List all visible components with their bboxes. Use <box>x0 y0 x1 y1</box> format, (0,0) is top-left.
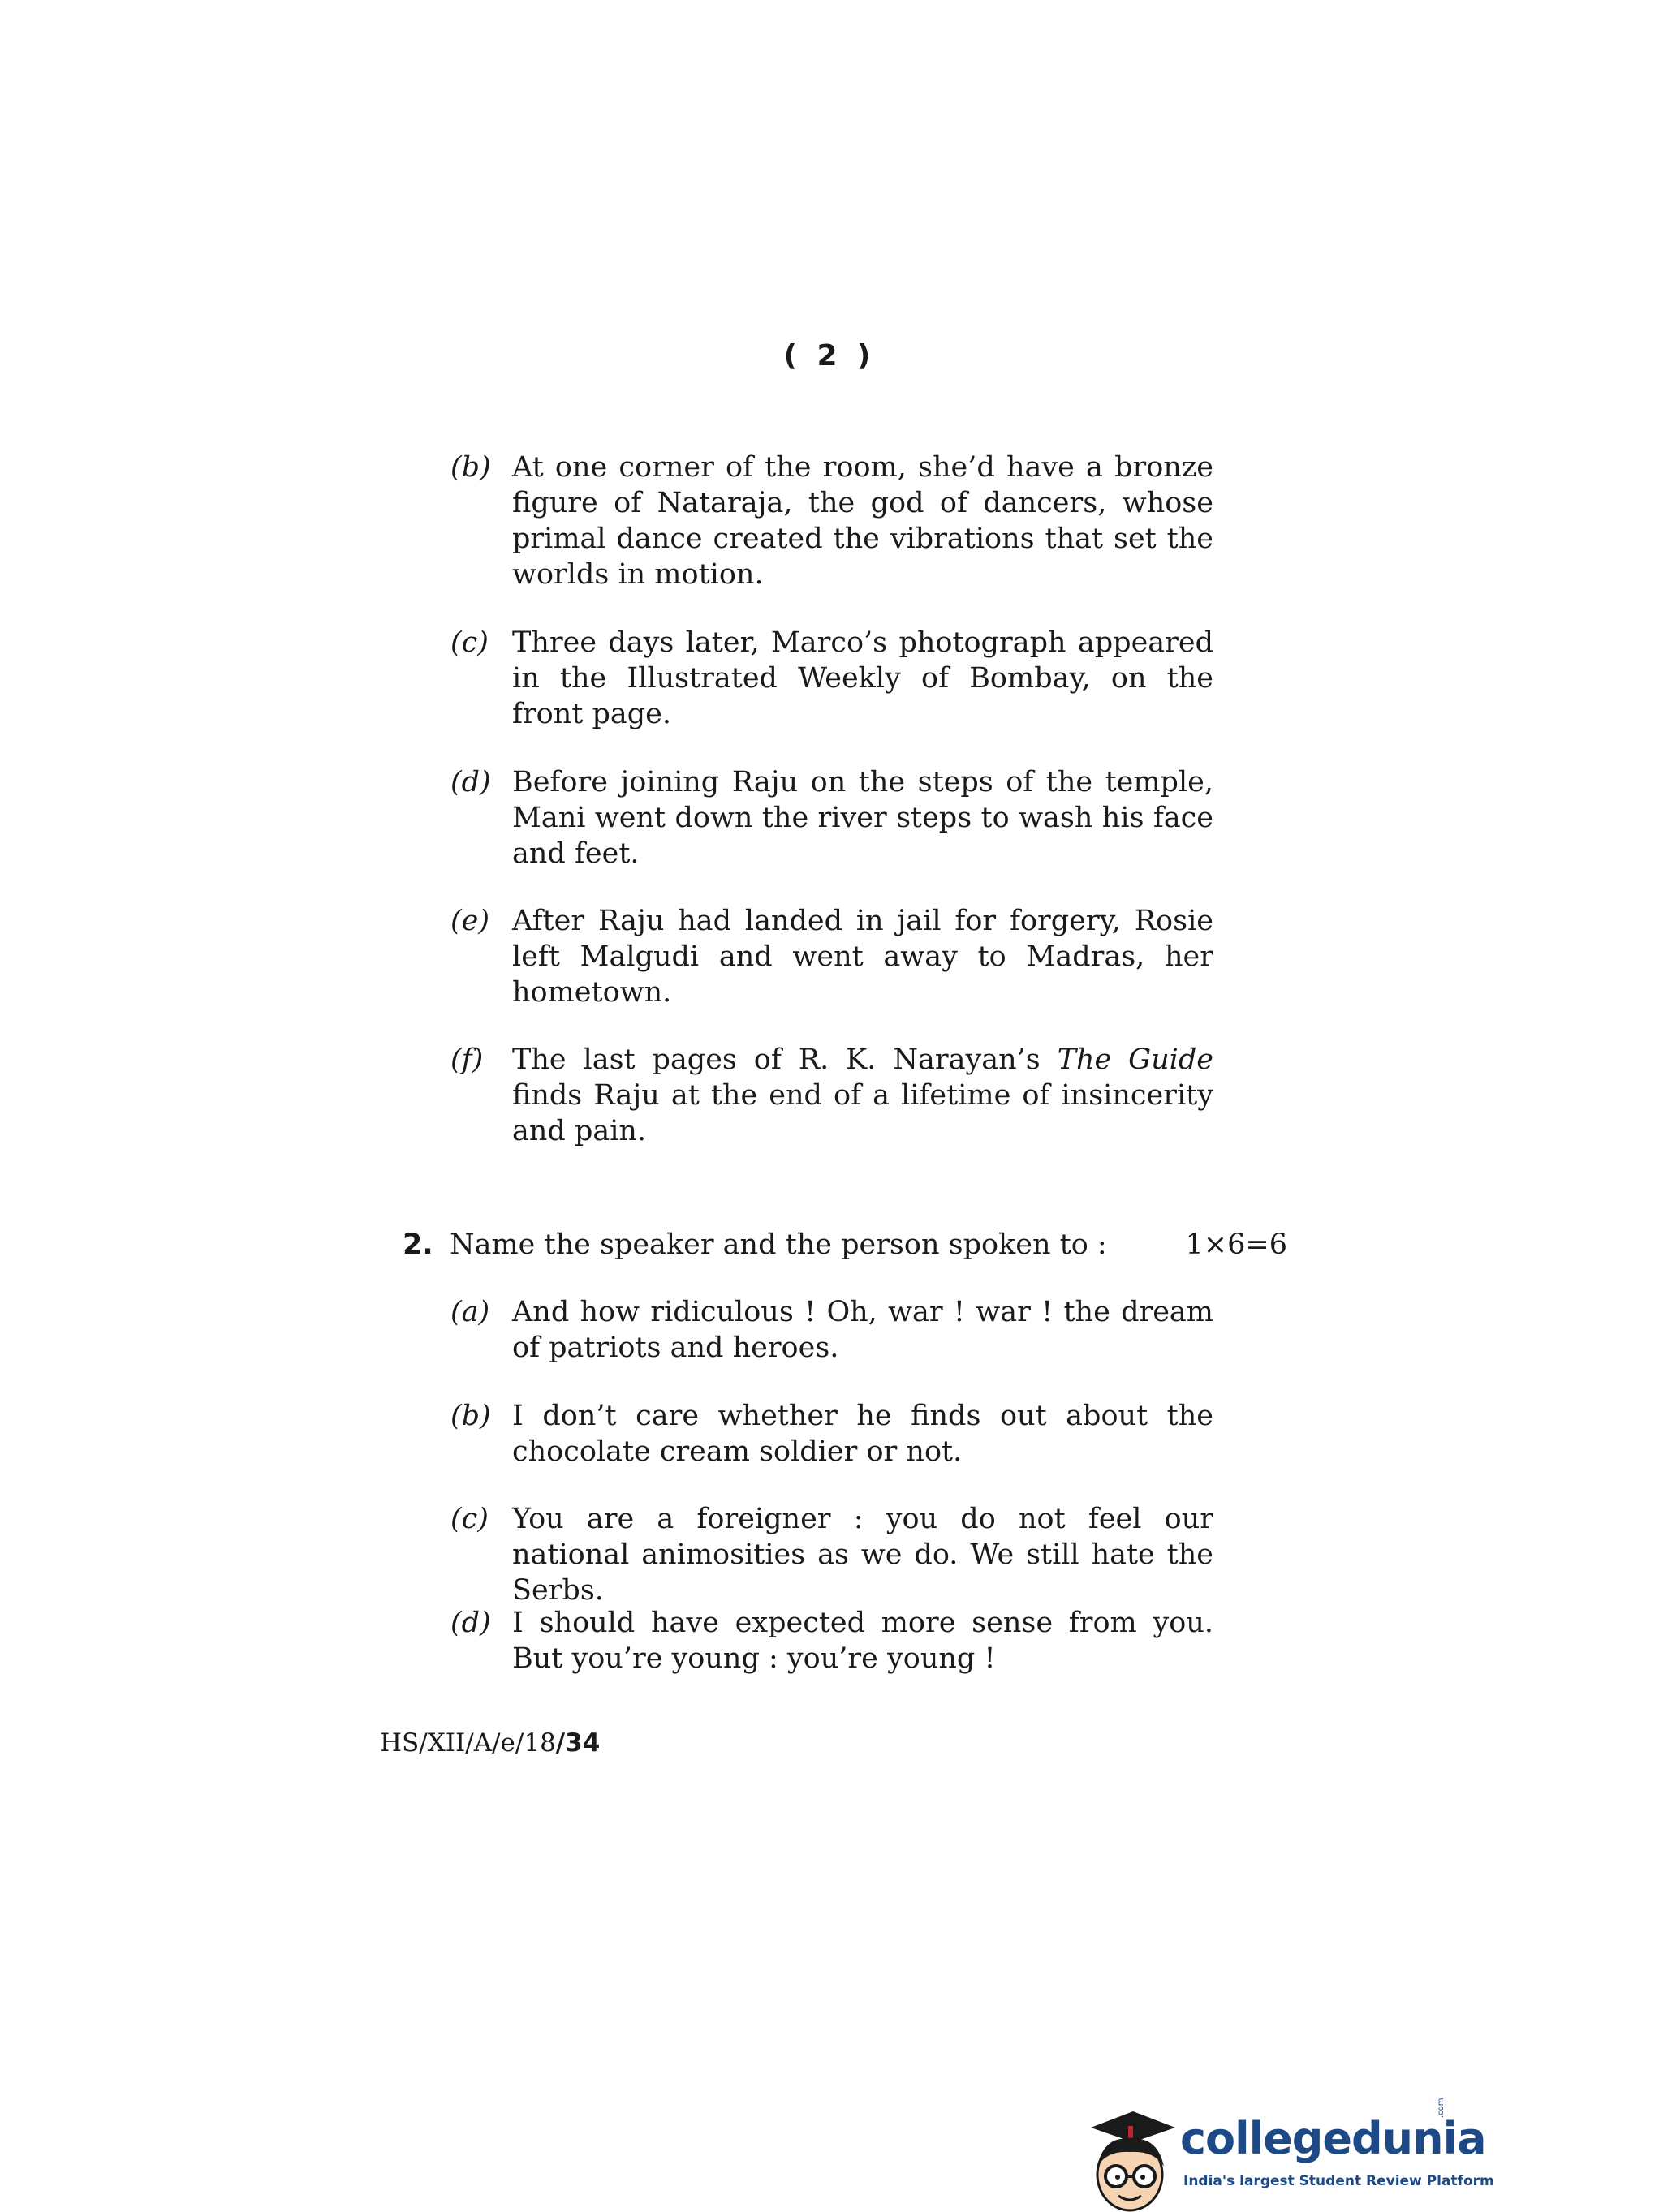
item-text: I don’t care whether he finds out about the chocolate cream soldier or not. <box>512 1400 1213 1468</box>
question-number: 2. <box>403 1229 433 1261</box>
item-text: Three days later, Marco’s photograph appeared in the Illustrated Weekly of Bombay, on the front page. <box>512 626 1213 730</box>
page-number: ( 2 ) <box>783 339 876 372</box>
list-item <box>450 1042 1213 1149</box>
item-text-after: finds Raju at the end of a lifetime of insincerity and pain. <box>512 1079 1213 1147</box>
item-text-before: The last pages of R. K. Narayan’s <box>512 1044 1058 1076</box>
paper-code-number: /34 <box>555 1728 601 1758</box>
item-text <box>512 1042 1213 1149</box>
item-text: After Raju had landed in jail for forgery, Rosie left Malgudi and went away to Madras, her hometown. <box>512 905 1213 1009</box>
collegedunia-logo <box>1079 2094 1494 2212</box>
item-label: (e) <box>450 905 490 937</box>
question-heading <box>403 1227 1287 1263</box>
item-label: (b) <box>450 451 491 484</box>
list-item <box>450 625 1213 732</box>
list-item <box>450 450 1213 592</box>
list-item <box>450 1605 1213 1676</box>
paper-code <box>380 1728 600 1758</box>
question-text: Name the speaker and the person spoken to : <box>450 1229 1107 1261</box>
brand-tagline: India's largest Student Review Platform <box>1183 2173 1494 2189</box>
item-text: I should have expected more sense from you. But you’re young : you’re young ! <box>512 1607 1213 1675</box>
item-text: And how ridiculous ! Oh, war ! war ! the dream of patriots and heroes. <box>512 1296 1213 1364</box>
item-label: (c) <box>450 626 489 659</box>
book-title: The Guide <box>1057 1044 1213 1076</box>
item-text: You are a foreigner : you do not feel our national animosities as we do. We still hate the Serbs. <box>512 1503 1213 1607</box>
item-label: (d) <box>450 1607 491 1639</box>
brand-dotcom: .com <box>1437 2098 1446 2118</box>
brand-name: collegedunia <box>1180 2113 1486 2164</box>
item-label: (d) <box>450 766 491 798</box>
list-item <box>450 1294 1213 1366</box>
item-label: (c) <box>450 1503 489 1535</box>
mascot-icon <box>1079 2094 1180 2212</box>
item-text: Before joining Raju on the steps of the temple, Mani went down the river steps to wash his face and feet. <box>512 766 1213 870</box>
item-text: At one corner of the room, she’d have a bronze figure of Nataraja, the god of dancers, whose primal dance created the vibrations that set the worlds in motion. <box>512 451 1213 591</box>
question-marks: 1×6=6 <box>1185 1229 1287 1261</box>
list-item <box>450 1398 1213 1470</box>
list-item <box>450 764 1213 871</box>
item-label: (b) <box>450 1400 491 1432</box>
list-item <box>450 903 1213 1010</box>
item-label: (a) <box>450 1296 490 1328</box>
item-label: (f) <box>450 1044 484 1076</box>
list-item <box>450 1501 1213 1608</box>
paper-code-text: HS/XII/A/e/18 <box>380 1728 556 1758</box>
